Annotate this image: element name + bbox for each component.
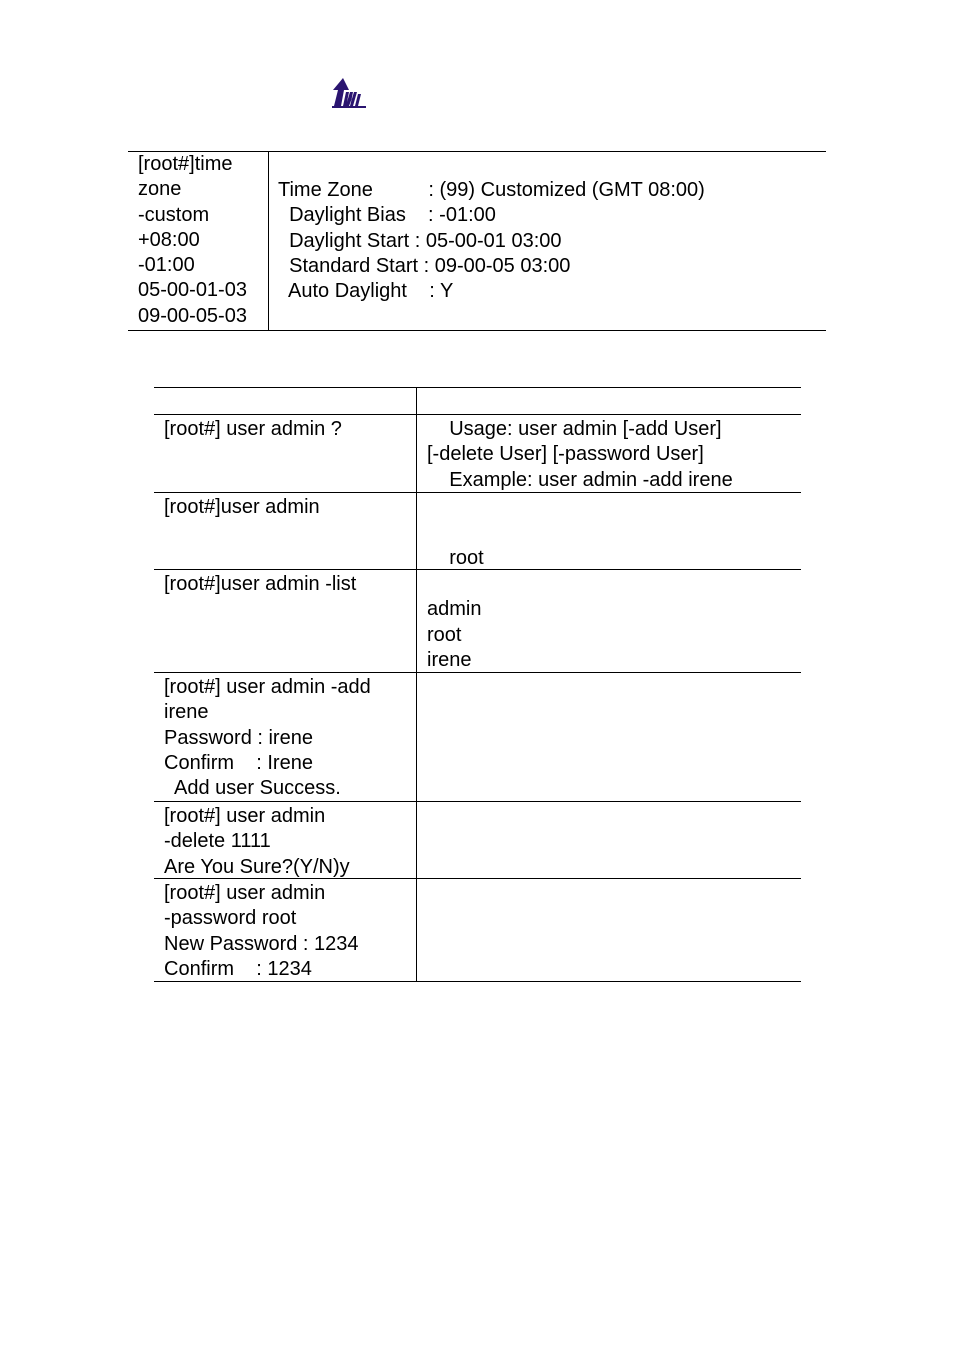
table-row <box>154 570 801 673</box>
command-cell <box>164 881 359 982</box>
table-header-row <box>154 387 801 415</box>
column-divider <box>416 388 417 414</box>
column-divider <box>416 415 417 492</box>
logo-letters-shape <box>343 92 357 106</box>
column-divider <box>416 493 417 569</box>
user-admin-table <box>154 387 801 982</box>
column-divider <box>416 570 417 672</box>
command-line: -custom <box>138 203 210 226</box>
output-line: Time Zone : (99) Customized (GMT 08:00) <box>278 179 705 201</box>
time-zone-command-cell <box>128 152 269 330</box>
table-row <box>154 802 801 879</box>
output-cell <box>427 495 484 571</box>
command-line: -password root <box>164 907 297 930</box>
output-line: root <box>427 546 484 569</box>
output-line: [-delete User] [-password User] <box>427 443 704 466</box>
time-zone-output-text <box>278 178 705 304</box>
column-divider <box>416 879 417 981</box>
command-line: Add user Success. <box>164 777 341 800</box>
output-line: irene <box>427 648 472 671</box>
command-line: New Password : 1234 <box>164 932 359 955</box>
output-line: root <box>427 623 462 646</box>
command-line: [root#] user admin ? <box>164 418 342 440</box>
output-line: Daylight Bias : -01:00 <box>278 204 496 227</box>
command-line: [root#] user admin -add <box>164 676 371 698</box>
command-line: +08:00 <box>138 228 200 251</box>
output-cell <box>427 572 481 673</box>
command-line: Confirm : 1234 <box>164 957 312 980</box>
command-line: irene <box>164 701 209 724</box>
column-divider <box>416 673 417 801</box>
command-line: 05-00-01-03 <box>138 279 247 302</box>
time-zone-command-text <box>138 152 247 329</box>
company-logo <box>330 76 370 110</box>
output-line: Daylight Start : 05-00-01 03:00 <box>278 229 562 252</box>
command-cell <box>164 804 350 880</box>
output-line: admin <box>427 598 482 621</box>
command-line: 09-00-05-03 <box>138 304 247 327</box>
command-line: [root#]time <box>138 153 233 175</box>
command-line: zone <box>138 178 182 201</box>
command-cell <box>164 572 356 597</box>
table-row <box>154 673 801 802</box>
command-line: [root#]user admin <box>164 496 320 518</box>
command-line: [root#] user admin <box>164 882 326 904</box>
command-cell <box>164 417 342 442</box>
command-line: [root#] user admin <box>164 805 326 827</box>
table-row <box>154 879 801 982</box>
command-line: -01:00 <box>138 254 195 277</box>
output-cell <box>427 417 733 493</box>
time-zone-table <box>128 151 826 331</box>
output-line <box>427 572 481 597</box>
output-line <box>427 520 484 545</box>
output-line: Auto Daylight : Y <box>278 280 454 303</box>
output-line: Standard Start : 09-00-05 03:00 <box>278 254 571 277</box>
command-line: [root#]user admin -list <box>164 573 357 595</box>
command-line: Are You Sure?(Y/N)y <box>164 855 350 878</box>
logo-underline <box>332 106 366 108</box>
output-line: Example: user admin -add irene <box>427 468 733 491</box>
table-row <box>154 493 801 570</box>
output-line <box>427 495 484 520</box>
command-cell <box>164 675 371 801</box>
command-line: -delete 1111 <box>164 830 271 853</box>
command-line: Password : irene <box>164 726 313 749</box>
output-line: Usage: user admin [-add User] <box>427 418 722 440</box>
column-divider <box>416 802 417 878</box>
command-cell <box>164 495 320 520</box>
command-line: Confirm : Irene <box>164 751 313 774</box>
table-row <box>154 415 801 493</box>
